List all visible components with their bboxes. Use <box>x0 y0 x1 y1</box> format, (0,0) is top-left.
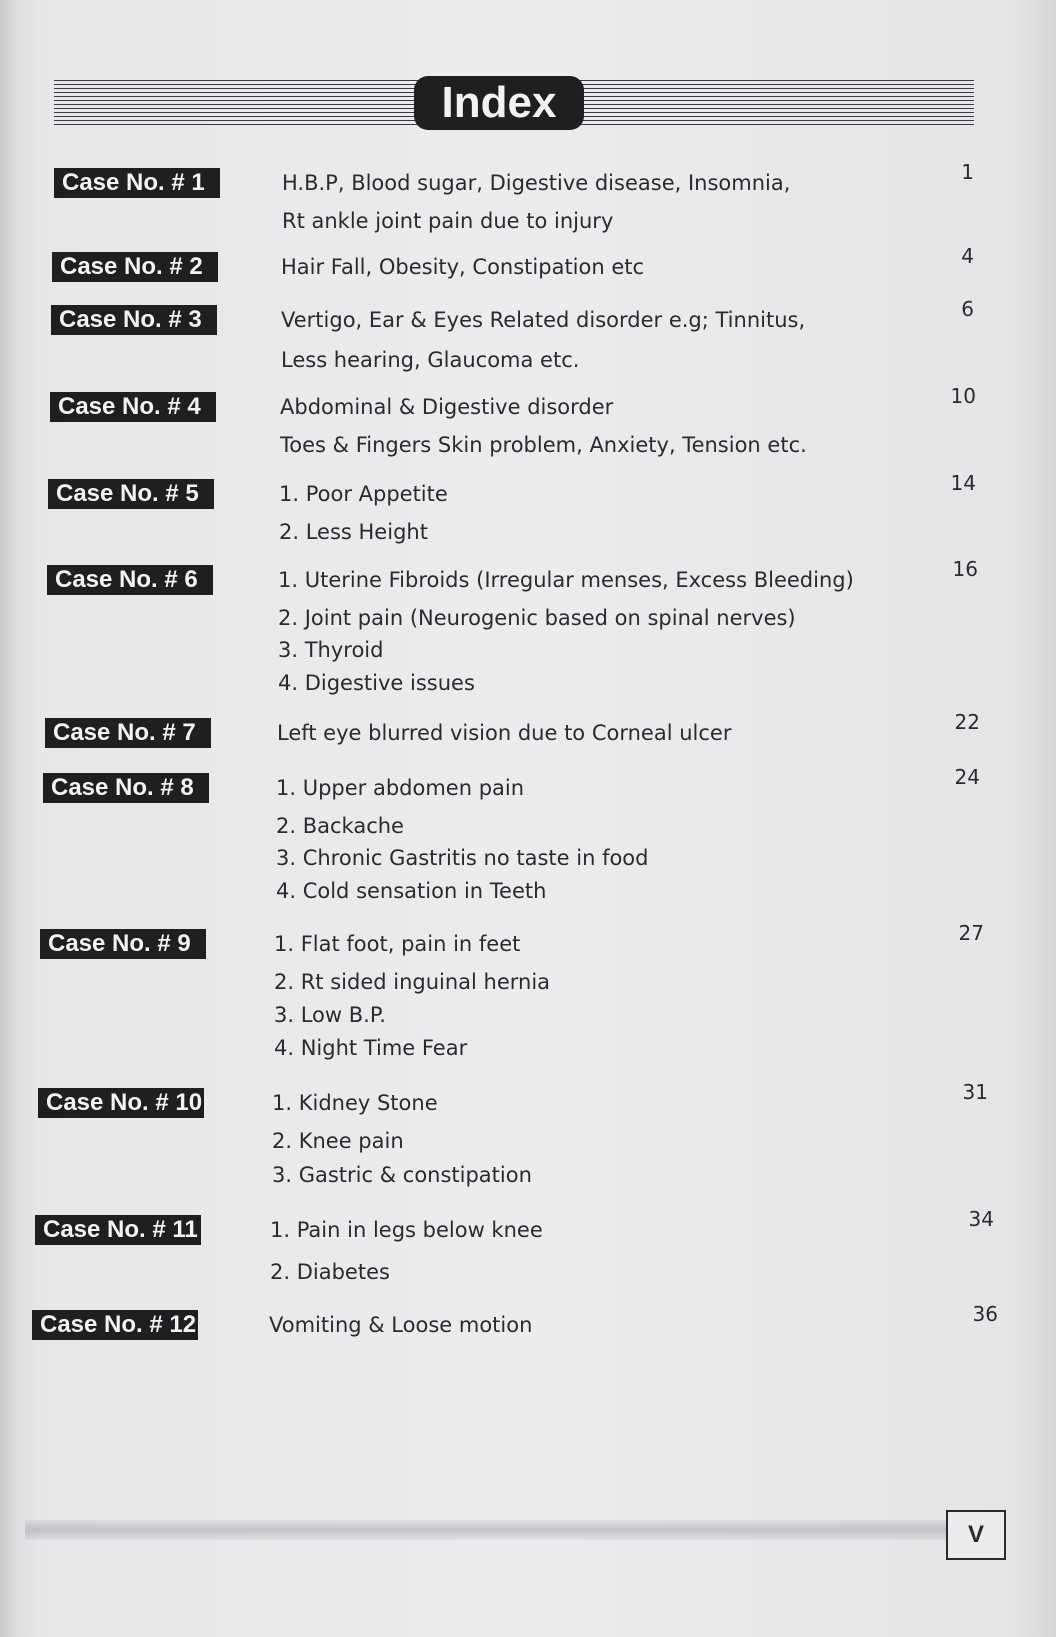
case-page-number: 1 <box>961 160 974 184</box>
case-description-line: Toes & Fingers Skin problem, Anxiety, Tension etc. <box>280 433 807 457</box>
case-page-number: 22 <box>954 710 980 734</box>
header-stripes-right <box>574 80 974 126</box>
case-description-line: 3. Chronic Gastritis no taste in food <box>276 846 649 870</box>
case-description-line: 1. Uterine Fibroids (Irregular menses, Excess Bleeding) <box>278 568 854 592</box>
case-page-number: 14 <box>950 471 976 495</box>
case-label: Case No. # 4 <box>50 392 216 422</box>
case-page-number: 31 <box>962 1080 988 1104</box>
case-description-line: 2. Joint pain (Neurogenic based on spinal nerves) <box>278 606 796 630</box>
index-header <box>54 72 974 132</box>
case-description-line: 2. Knee pain <box>272 1129 404 1153</box>
index-title: Index <box>414 76 584 130</box>
case-page-number: 27 <box>958 921 984 945</box>
case-description-line: 4. Cold sensation in Teeth <box>276 879 547 903</box>
case-page-number: 36 <box>972 1302 998 1326</box>
case-description-line: Vomiting & Loose motion <box>269 1313 533 1337</box>
case-description-line: 1. Kidney Stone <box>272 1091 438 1115</box>
case-description <box>277 716 731 750</box>
case-description-line: 1. Upper abdomen pain <box>276 776 525 800</box>
page-edge-shadow <box>0 0 18 1637</box>
case-label: Case No. # 5 <box>48 479 214 509</box>
case-description <box>272 1086 532 1192</box>
case-description-line: 2. Backache <box>276 814 404 838</box>
case-page-number: 4 <box>961 244 974 268</box>
case-description-line: 1. Flat foot, pain in feet <box>274 932 521 956</box>
case-label: Case No. # 6 <box>47 565 213 595</box>
case-description <box>270 1213 543 1289</box>
footer-bar <box>25 1520 955 1540</box>
case-label: Case No. # 10 <box>38 1088 204 1118</box>
case-page-number: 24 <box>954 765 980 789</box>
case-description-line: Vertigo, Ear & Eyes Related disorder e.g; Tinnitus, <box>281 308 806 332</box>
case-description <box>276 771 648 908</box>
case-description-line: Hair Fall, Obesity, Constipation etc <box>281 255 645 279</box>
case-description-line: 3. Low B.P. <box>274 1003 386 1027</box>
case-description <box>281 303 805 377</box>
case-label: Case No. # 8 <box>43 773 209 803</box>
header-stripes-left <box>54 80 424 126</box>
case-page-number: 16 <box>952 557 978 581</box>
case-page-number: 10 <box>950 384 976 408</box>
case-description <box>269 1308 532 1342</box>
case-label: Case No. # 12 <box>32 1310 198 1340</box>
case-label: Case No. # 9 <box>40 929 206 959</box>
case-description-line: H.B.P, Blood sugar, Digestive disease, Insomnia, <box>282 171 791 195</box>
case-description <box>280 390 807 462</box>
case-description <box>274 927 550 1065</box>
case-label: Case No. # 11 <box>35 1215 201 1245</box>
case-page-number: 34 <box>968 1207 994 1231</box>
case-description <box>278 563 854 700</box>
case-label: Case No. # 2 <box>52 252 218 282</box>
page-number: V <box>946 1510 1006 1560</box>
case-label: Case No. # 1 <box>54 168 220 198</box>
case-description-line: 2. Less Height <box>279 520 428 544</box>
case-description <box>281 250 644 284</box>
case-description-line: Left eye blurred vision due to Corneal ulcer <box>277 721 732 745</box>
case-description-line: 1. Pain in legs below knee <box>270 1218 543 1242</box>
case-description-line: Rt ankle joint pain due to injury <box>282 209 614 233</box>
case-description-line: 4. Digestive issues <box>278 671 475 695</box>
case-description-line: 3. Gastric & constipation <box>272 1163 532 1187</box>
case-description-line: 2. Diabetes <box>270 1260 390 1284</box>
case-description-line: Less hearing, Glaucoma etc. <box>281 348 580 372</box>
case-description-line: 2. Rt sided inguinal hernia <box>274 970 551 994</box>
case-label: Case No. # 7 <box>45 718 211 748</box>
case-page-number: 6 <box>961 297 974 321</box>
case-description-line: 1. Poor Appetite <box>279 482 448 506</box>
case-description-line: 3. Thyroid <box>278 638 384 662</box>
case-description <box>279 477 448 549</box>
case-description-line: 4. Night Time Fear <box>274 1036 468 1060</box>
case-description <box>282 166 790 238</box>
case-description-line: Abdominal & Digestive disorder <box>280 395 614 419</box>
case-label: Case No. # 3 <box>51 305 217 335</box>
